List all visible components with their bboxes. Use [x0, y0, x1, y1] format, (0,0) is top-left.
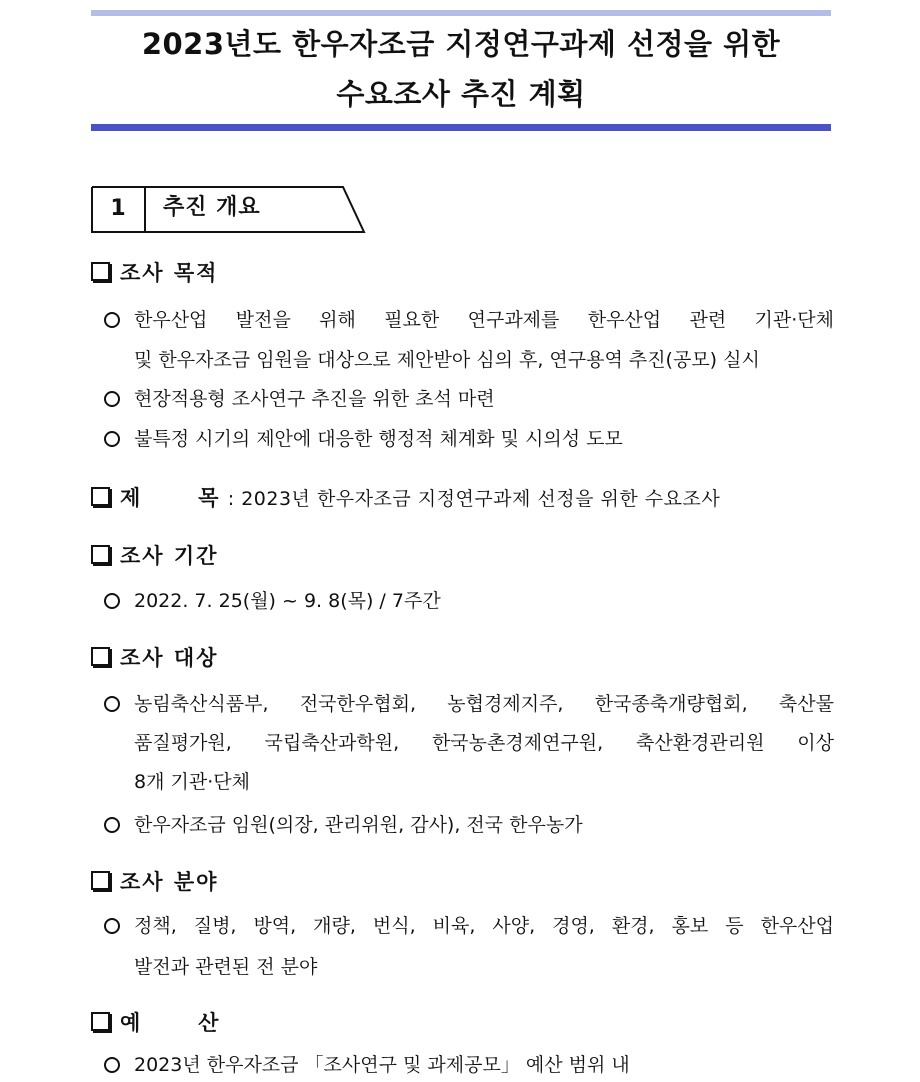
section-number: 1 — [110, 196, 126, 221]
purpose-item-1-continuation: 및 한우자조금 임원을 대상으로 제안받아 심의 후, 연구용역 추진(공모) 실시 — [134, 349, 760, 371]
target-item-1-continuation-2: 8개 기관·단체 — [134, 771, 250, 793]
circle-bullet-icon — [104, 817, 120, 833]
circle-bullet-icon — [104, 391, 120, 407]
checkbox-square-icon — [91, 1012, 110, 1031]
circle-bullet-icon — [104, 593, 120, 609]
heading-period: 조사 기간 — [91, 541, 218, 571]
field-item-continuation: 발전과 관련된 전 분야 — [134, 956, 318, 978]
section-title: 추진 개요 — [163, 195, 261, 220]
circle-bullet-icon — [104, 918, 120, 934]
checkbox-square-icon — [91, 262, 110, 281]
subject-value: : 2023년 한우자조금 지정연구과제 선정을 위한 수요조사 — [227, 488, 721, 510]
circle-bullet-icon — [104, 1057, 120, 1073]
heading-budget: 예 산 — [91, 1008, 220, 1038]
checkbox-square-icon — [91, 487, 110, 506]
section-header — [91, 186, 366, 234]
heading-purpose: 조사 목적 — [91, 258, 218, 288]
checkbox-square-icon — [91, 545, 110, 564]
circle-bullet-icon — [104, 696, 120, 712]
circle-bullet-icon — [104, 312, 120, 328]
heading-target: 조사 대상 — [91, 643, 218, 673]
checkbox-square-icon — [91, 647, 110, 666]
heading-field: 조사 분야 — [91, 867, 218, 897]
document-title-line-2: 수요조사 추진 계획 — [336, 77, 586, 111]
heading-subject: 제 목 : 2023년 한우자조금 지정연구과제 선정을 위한 수요조사 — [91, 483, 720, 513]
title-bottom-rule — [91, 124, 831, 131]
circle-bullet-icon — [104, 431, 120, 447]
title-top-rule — [91, 10, 831, 16]
checkbox-square-icon — [91, 871, 110, 890]
document-title-line-1: 2023년도 한우자조금 지정연구과제 선정을 위한 — [141, 27, 781, 61]
target-item-1-continuation: 품질평가원, 국립축산과학원, 한국농촌경제연구원, 축산환경관리원 이상 — [134, 732, 834, 754]
